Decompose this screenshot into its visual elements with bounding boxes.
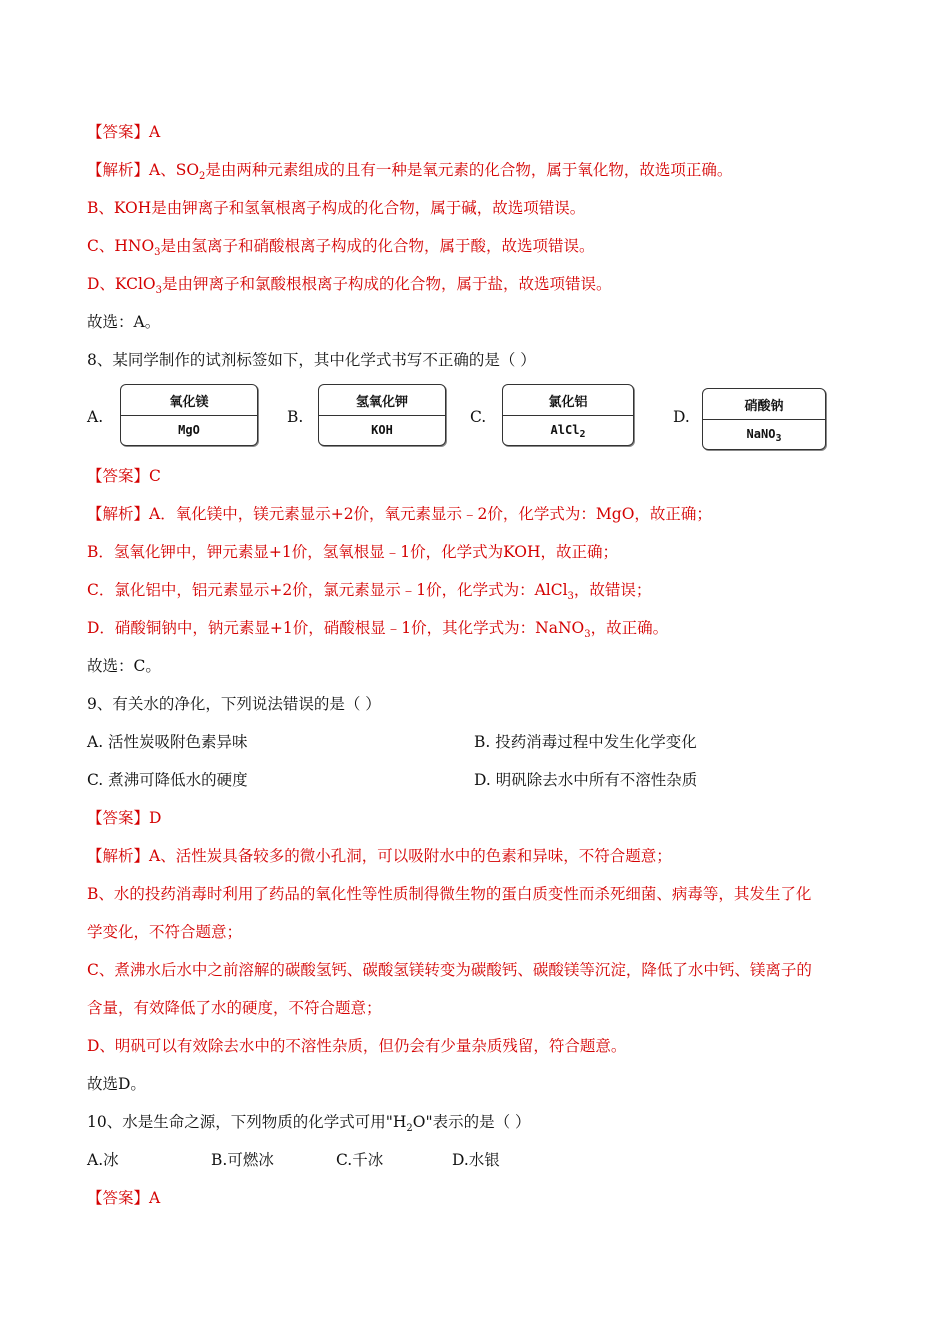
formula-text: KOH	[371, 423, 393, 437]
q10-option-d: D.水银	[452, 1151, 500, 1169]
analysis-text: A．氧化镁中，镁元素显示+2价，氧元素显示﹣2价，化学式为：MgO，故正确；	[149, 505, 712, 523]
q8-analysis-a	[87, 503, 712, 525]
label-formula	[503, 415, 633, 445]
subscript: 3	[155, 285, 162, 296]
reagent-label-a	[120, 384, 258, 446]
label-name: 氧化镁	[121, 385, 257, 416]
formula-text: AlCl	[550, 423, 580, 437]
analysis-tag: 【解析】	[87, 505, 150, 523]
analysis-text: A、SO	[149, 161, 200, 179]
q8-option-d-letter: D.	[673, 408, 690, 426]
subscript: 2	[406, 1123, 413, 1134]
label-formula	[319, 415, 445, 445]
label-name: 硝酸钠	[703, 389, 825, 420]
analysis-text: A、活性炭具备较多的微小孔洞，可以吸附水中的色素和异味，不符合题意；	[149, 847, 672, 865]
q10-option-b: B.可燃冰	[211, 1151, 274, 1169]
analysis-text: ，故正确。	[590, 619, 669, 637]
answer-value: D	[149, 809, 162, 827]
q8-answer-line	[87, 465, 161, 487]
q10-option-a: A.冰	[87, 1151, 119, 1169]
stem-text: 10、水是生命之源，下列物质的化学式可用"H	[87, 1113, 407, 1131]
q9-option-d: D. 明矾除去水中所有不溶性杂质	[474, 771, 698, 789]
q9-option-b: B. 投药消毒过程中发生化学变化	[474, 733, 697, 751]
q9-option-a: A. 活性炭吸附色素异味	[87, 733, 248, 751]
reagent-label-c	[502, 384, 634, 446]
analysis-text: ，故错误；	[573, 581, 652, 599]
q8-option-a-letter: A.	[87, 408, 104, 426]
analysis-text: D、KClO	[87, 275, 156, 293]
analysis-text: 是由钾离子和氯酸根根离子构成的化合物，属于盐，故选项错误。	[162, 275, 612, 293]
subscript: 2	[579, 428, 586, 440]
q7-analysis-d	[87, 273, 612, 298]
q9-analysis-b1: B、水的投药消毒时利用了药品的氧化性等性质制得微生物的蛋白质变性而杀死细菌、病毒等，其发生了化	[87, 885, 812, 903]
reagent-label-d	[702, 388, 826, 450]
q8-analysis-d	[87, 617, 668, 642]
q10-option-c: C.千冰	[336, 1151, 384, 1169]
q9-answer-line	[87, 807, 161, 829]
subscript: 3	[154, 247, 161, 258]
label-name: 氢氧化钾	[319, 385, 445, 416]
answer-tag: 【答案】	[87, 123, 150, 141]
analysis-text: C．氯化铝中，铝元素显示+2价，氯元素显示﹣1价，化学式为：AlCl	[87, 581, 568, 599]
q7-analysis-b: B、KOH是由钾离子和氢氧根离子构成的化合物，属于碱，故选项错误。	[87, 199, 586, 217]
answer-value: A	[149, 1189, 161, 1207]
analysis-tag: 【解析】	[87, 161, 150, 179]
q9-analysis-c2: 含量，有效降低了水的硬度，不符合题意；	[87, 999, 382, 1017]
q8-analysis-b: B．氢氧化钾中，钾元素显+1价，氢氧根显﹣1价，化学式为KOH，故正确；	[87, 543, 618, 561]
answer-tag: 【答案】	[87, 1189, 150, 1207]
q10-stem	[87, 1111, 531, 1136]
subscript: 3	[584, 629, 591, 640]
q9-analysis-b2: 学变化，不符合题意；	[87, 923, 243, 941]
answer-tag: 【答案】	[87, 467, 150, 485]
q8-option-b-letter: B.	[287, 408, 304, 426]
analysis-text: C、HNO	[87, 237, 155, 255]
subscript: 3	[775, 432, 782, 444]
stem-text: O"表示的是（ ）	[412, 1113, 531, 1131]
subscript: 3	[567, 591, 574, 602]
answer-value: A	[149, 123, 161, 141]
q7-conclusion: 故选：A。	[87, 313, 161, 331]
label-formula	[703, 419, 825, 449]
q8-analysis-c	[87, 579, 651, 604]
analysis-tag: 【解析】	[87, 847, 150, 865]
analysis-text: 是由氢离子和硝酸根离子构成的化合物，属于酸，故选项错误。	[160, 237, 595, 255]
subscript: 2	[199, 171, 206, 182]
analysis-text: 是由两种元素组成的且有一种是氧元素的化合物，属于氧化物，故选项正确。	[205, 161, 733, 179]
q9-analysis-d: D、明矾可以有效除去水中的不溶性杂质，但仍会有少量杂质残留，符合题意。	[87, 1037, 627, 1055]
q8-conclusion: 故选：C。	[87, 657, 161, 675]
q7-analysis-a	[87, 159, 732, 184]
reagent-label-b	[318, 384, 446, 446]
q9-option-c: C. 煮沸可降低水的硬度	[87, 771, 248, 789]
q10-answer-line	[87, 1187, 160, 1209]
q7-answer-line	[87, 121, 160, 143]
answer-tag: 【答案】	[87, 809, 150, 827]
q9-analysis-c1: C、煮沸水后水中之前溶解的碳酸氢钙、碳酸氢镁转变为碳酸钙、碳酸镁等沉淀，降低了水中钙、镁离子的	[87, 961, 812, 979]
analysis-text: D．硝酸铜钠中，钠元素显+1价，硝酸根显﹣1价，其化学式为：NaNO	[87, 619, 585, 637]
label-formula	[121, 415, 257, 445]
q9-stem: 9、有关水的净化，下列说法错误的是（ ）	[87, 695, 381, 713]
q9-conclusion: 故选D。	[87, 1075, 146, 1093]
formula-text: NaNO	[746, 427, 776, 441]
q8-stem: 8、某同学制作的试剂标签如下，其中化学式书写不正确的是（ ）	[87, 351, 536, 369]
q7-analysis-c	[87, 235, 595, 260]
q8-option-c-letter: C.	[470, 408, 487, 426]
label-name: 氯化铝	[503, 385, 633, 416]
q9-analysis-a	[87, 845, 672, 867]
formula-text: MgO	[178, 423, 200, 437]
answer-value: C	[149, 467, 161, 485]
